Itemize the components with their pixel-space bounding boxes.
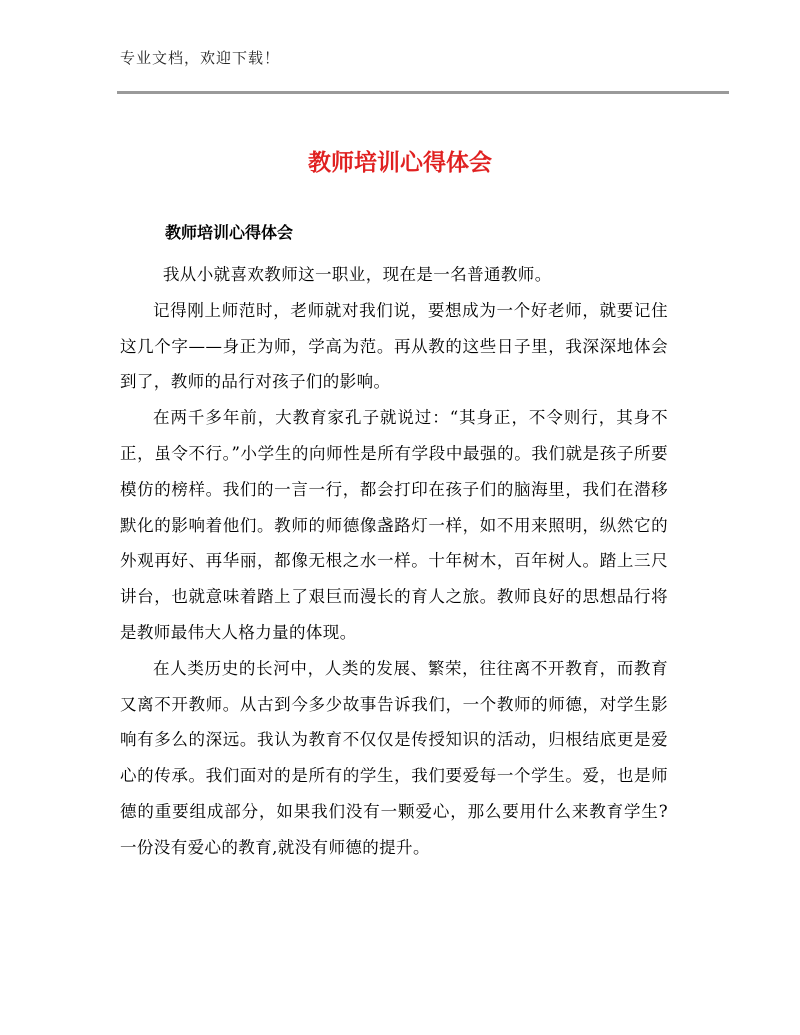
paragraph: 记得刚上师范时，老师就对我们说，要想成为一个好老师，就要记住这几个字——身正为师，学高为范。再从教的这些日子里，我深深地体会到了，教师的品行对孩子们的影响。 — [120, 300, 668, 392]
paragraph: 在人类历史的长河中，人类的发展、繁荣，往往离不开教育，而教育又离不开教师。从古到今多少故事告诉我们，一个教师的师德，对学生影响有多么的深远。我认为教育不仅仅是传授知识的活动，归根结底更是爱心的传承。我们面对的是所有的学生，我们要爱每一个学生。爱，也是师德的重要组成部分，如果我们没有一颗爱心，那么要用什么来教育学生?一份没有爱心的教育,就没有师德的提升。 — [120, 658, 668, 857]
document-title: 教师培训心得体会 — [308, 150, 492, 176]
paragraph: 在两千多年前，大教育家孔子就说过：“其身正，不令则行，其身不正，虽令不行。”小学生的向师性是所有学段中最强的。我们就是孩子所要模仿的榜样。我们的一言一行，都会打印在孩子们的脑海里，我们在潜移默化的影响着他们。教师的师德像盏路灯一样，如不用来照明，纵然它的外观再好、再华丽，都像无根之水一样。十年树木，百年树人。踏上三尺讲台，也就意味着踏上了艰巨而漫长的育人之旅。教师良好的思想品行将是教师最伟大人格力量的体现。 — [120, 408, 668, 642]
document-body — [120, 257, 668, 866]
page-header: 专业文档，欢迎下载！ — [120, 49, 281, 67]
paragraph: 我从小就喜欢教师这一职业，现在是一名普通教师。 — [162, 265, 552, 284]
header-divider — [117, 91, 729, 94]
document-subtitle: 教师培训心得体会 — [165, 223, 294, 242]
